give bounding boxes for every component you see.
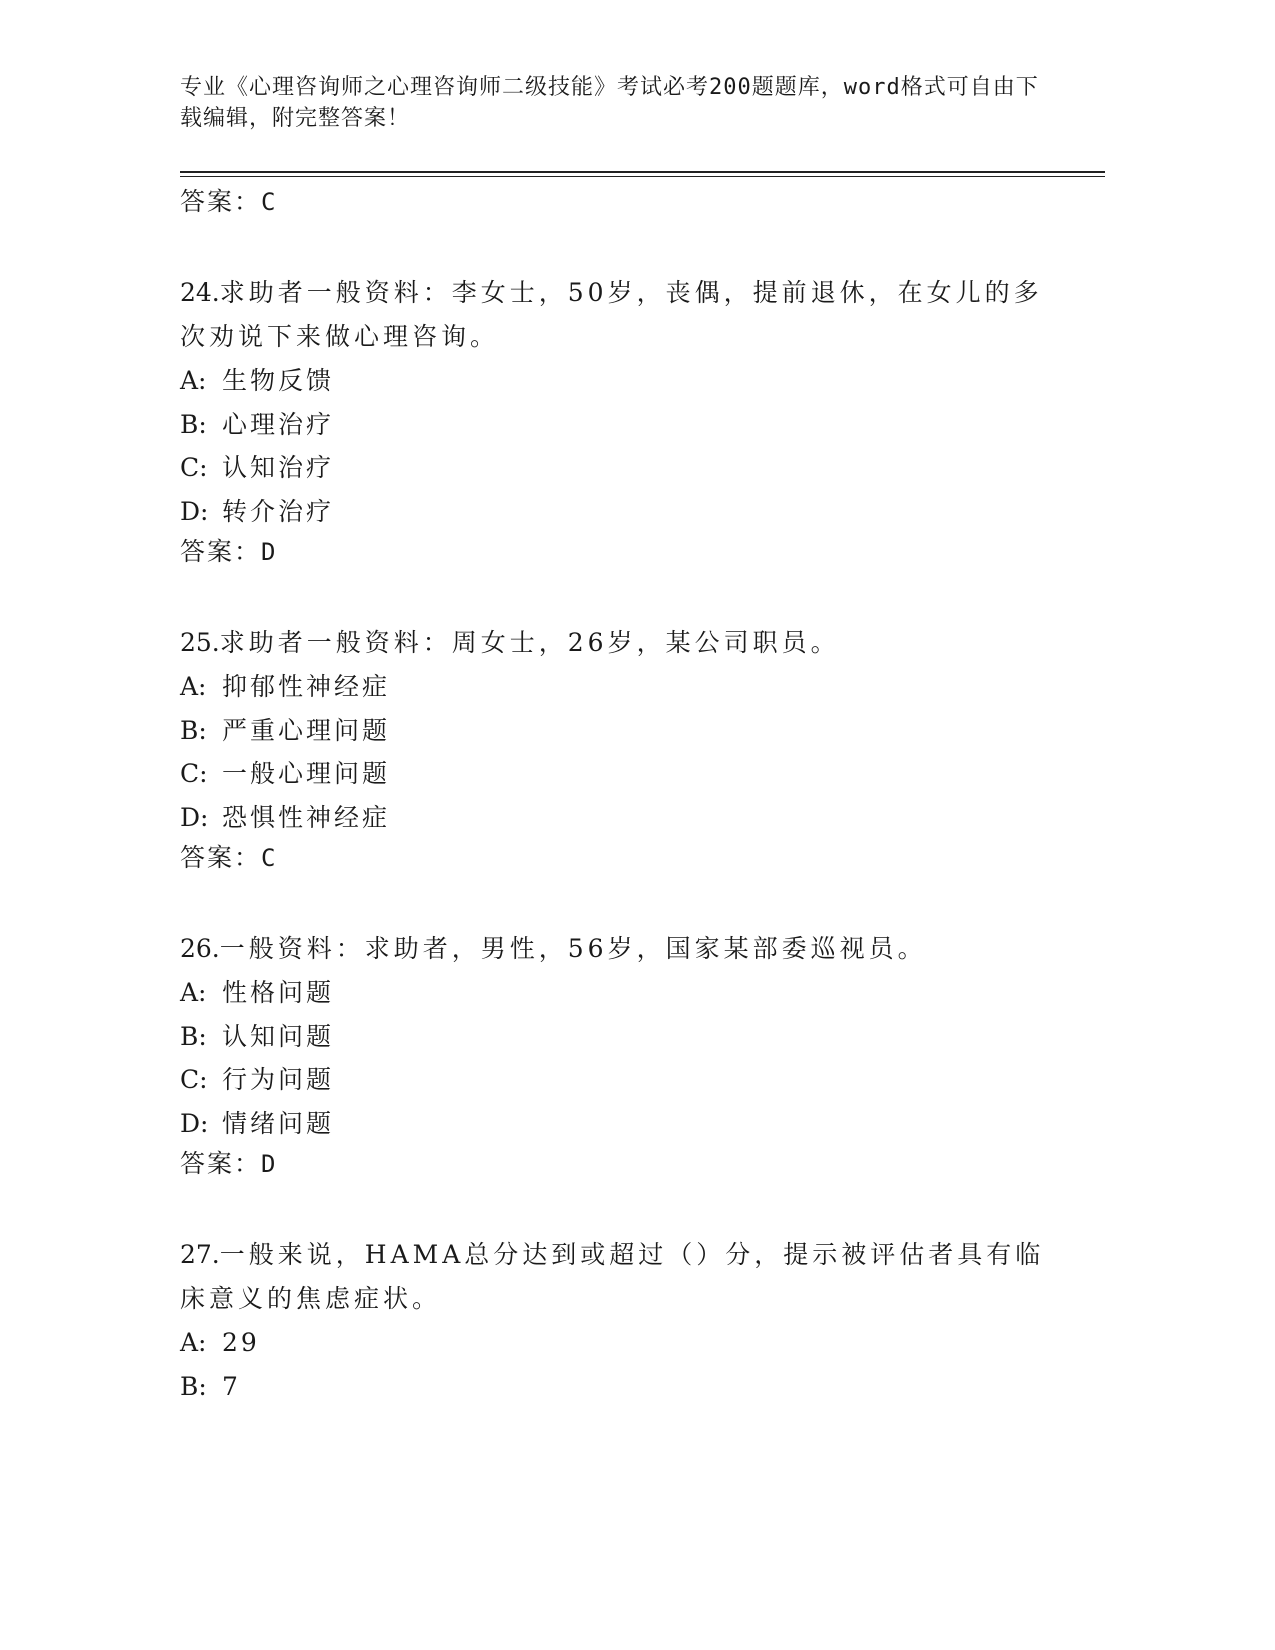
option-key: C: <box>180 759 208 788</box>
question-number: 26. <box>180 934 220 963</box>
answer-label: 答案： <box>180 843 262 872</box>
answer-line <box>180 839 1060 876</box>
option-key: D: <box>180 496 209 526</box>
question-stem: 一般来说，HAMA总分达到或超过（）分，提示被评估者具有临床意义的焦虑症状。 <box>180 1240 1045 1313</box>
question-24 <box>180 271 1060 570</box>
question-number: 27. <box>180 1240 220 1269</box>
option-key: B: <box>180 1021 207 1051</box>
option-text: 严重心理问题 <box>222 715 391 745</box>
option-key: C: <box>180 453 208 482</box>
option-d <box>180 1102 1060 1146</box>
answer-line-23 <box>180 183 1060 220</box>
option-key: A: <box>180 1328 207 1357</box>
option-b <box>180 709 1060 753</box>
option-text: 抑郁性神经症 <box>222 672 391 701</box>
question-text <box>180 1233 1060 1321</box>
option-a <box>180 971 1060 1015</box>
header-text: 专业《心理咨询师之心理咨询师二级技能》考试必考200题题库，word格式可自由下载编辑，附完整答案！ <box>180 75 1039 131</box>
answer-label: 答案： <box>180 537 262 566</box>
option-key: B: <box>180 1371 207 1401</box>
option-text: 29 <box>222 1328 260 1357</box>
question-text <box>180 271 1060 359</box>
document-header <box>180 72 1040 134</box>
option-a <box>180 359 1060 403</box>
question-number: 25. <box>180 628 220 657</box>
question-26 <box>180 927 1060 1182</box>
answer-value: D <box>261 538 276 566</box>
question-stem: 一般资料：求助者，男性，56岁，国家某部委巡视员。 <box>219 934 927 963</box>
answer-value: D <box>261 1150 276 1178</box>
option-a <box>180 1321 1060 1365</box>
option-text: 恐惧性神经症 <box>222 802 391 832</box>
option-text: 转介治疗 <box>222 496 335 526</box>
option-text: 行为问题 <box>222 1065 335 1094</box>
option-text: 情绪问题 <box>222 1108 335 1138</box>
option-b <box>180 1015 1060 1059</box>
answer-line <box>180 1145 1060 1182</box>
option-key: B: <box>180 409 207 439</box>
option-c <box>180 752 1060 796</box>
answer-label: 答案： <box>180 1149 262 1178</box>
option-text: 7 <box>222 1371 241 1401</box>
question-text <box>180 927 1060 971</box>
option-key: A: <box>180 672 207 701</box>
question-text <box>180 621 1060 665</box>
option-text: 认知治疗 <box>222 453 335 482</box>
option-text: 性格问题 <box>222 978 335 1007</box>
option-key: A: <box>180 366 207 395</box>
option-key: C: <box>180 1065 208 1094</box>
answer-label: 答案： <box>180 187 262 216</box>
option-b <box>180 1365 1060 1409</box>
option-text: 心理治疗 <box>222 409 335 439</box>
question-stem: 求助者一般资料：周女士，26岁，某公司职员。 <box>219 628 840 657</box>
question-number: 24. <box>180 278 220 307</box>
option-key: D: <box>180 802 209 832</box>
question-25 <box>180 621 1060 876</box>
answer-value: C <box>261 188 276 216</box>
option-d <box>180 490 1060 534</box>
option-a <box>180 665 1060 709</box>
question-27 <box>180 1233 1060 1408</box>
header-divider-thick <box>180 171 1105 173</box>
option-key: D: <box>180 1108 209 1138</box>
option-d <box>180 796 1060 840</box>
answer-value: C <box>261 844 276 872</box>
option-c <box>180 446 1060 490</box>
option-text: 认知问题 <box>222 1021 335 1051</box>
question-stem: 求助者一般资料：李女士，50岁，丧偶，提前退休，在女儿的多次劝说下来做心理咨询。 <box>180 278 1043 351</box>
question-list <box>180 183 1060 1408</box>
option-key: B: <box>180 715 207 745</box>
option-text: 一般心理问题 <box>222 759 391 788</box>
option-key: A: <box>180 978 207 1007</box>
option-text: 生物反馈 <box>222 366 335 395</box>
answer-line <box>180 533 1060 570</box>
option-c <box>180 1058 1060 1102</box>
header-divider-thin <box>180 176 1105 177</box>
option-b <box>180 403 1060 447</box>
